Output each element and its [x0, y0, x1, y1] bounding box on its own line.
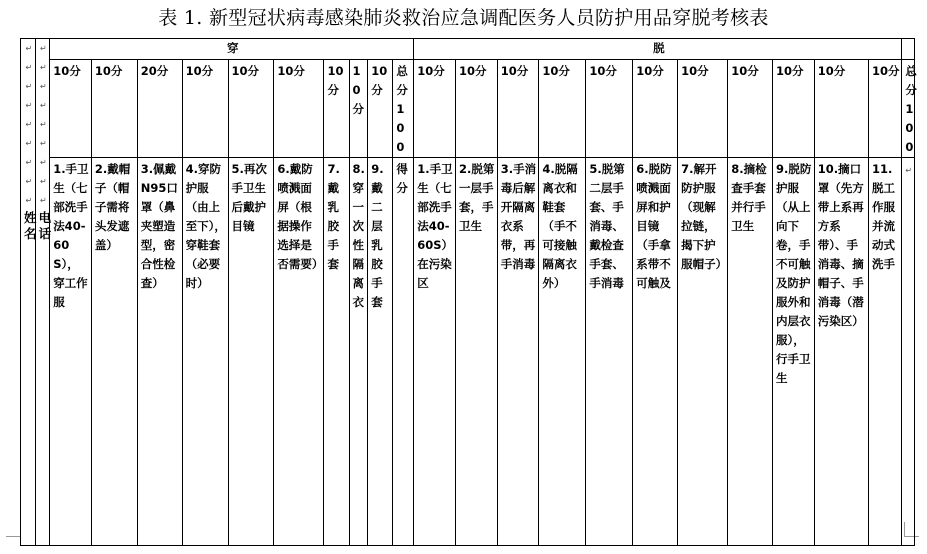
donning-score-6: 10分	[274, 60, 324, 158]
doffing-score-5: 10分	[586, 60, 633, 158]
name-column: ↵ ↵ ↵ ↵ ↵ ↵ ↵ ↵ ↵ 姓名	[21, 39, 36, 546]
donning-score-5: 10分	[228, 60, 274, 158]
doffing-item-5: 5.脱第二层手套、手消毒、戴检查手套、手消毒	[586, 158, 633, 546]
assessment-table	[20, 38, 915, 546]
donning-score-4: 10分	[182, 60, 228, 158]
donning-score-2: 10分	[91, 60, 137, 158]
donning-item-3: 3.佩戴N95口罩（鼻夹塑造型，密合性检查）	[137, 158, 182, 546]
donning-score-3: 20分	[137, 60, 182, 158]
donning-item-9: 9.戴二层乳胶手套	[368, 158, 393, 546]
doffing-item-8: 8.摘检查手套并行手卫生	[728, 158, 773, 546]
name-label: 姓名	[24, 210, 37, 241]
donning-item-2: 2.戴帽子（帽子需将头发遮盖）	[91, 158, 137, 546]
score-row	[21, 60, 915, 158]
empty-cell	[902, 39, 915, 60]
doffing-item-7: 7.解开防护服（现解拉链，揭下护服帽子）	[678, 158, 728, 546]
doffing-total-score: 总分100	[902, 60, 915, 158]
donning-item-1: 1.手卫生（七部洗手法40-60S），穿工作服	[50, 158, 92, 546]
doffing-item-9: 9.脱防护服（从上向下卷，手不可触及防护服外和内层衣服），行手卫生	[773, 158, 815, 546]
doffing-item-2: 2.脱第一层手套，手卫生	[455, 158, 497, 546]
doffing-score-10: 10分	[814, 60, 868, 158]
doffing-score-11: 10分	[869, 60, 902, 158]
donning-item-7: 7.戴乳胶手套	[324, 158, 349, 546]
donning-total-score: 总分100	[393, 60, 414, 158]
donning-score-7: 10分	[324, 60, 349, 158]
doffing-score-3: 10分	[497, 60, 539, 158]
donning-item-4: 4.穿防护服（由上至下），穿鞋套（必要时）	[182, 158, 228, 546]
document-title: 表 1. 新型冠状病毒感染肺炎救治应急调配医务人员防护用品穿脱考核表	[158, 7, 769, 29]
donning-score-9: 10分	[368, 60, 393, 158]
doffing-item-3: 3.手消毒后解开隔离衣系带，再手消毒	[497, 158, 539, 546]
donning-score-1: 10分	[50, 60, 92, 158]
doffing-item-11: 11.脱工作服并流动式洗手	[869, 158, 902, 546]
donning-item-6: 6.戴防喷溅面屏（根据操作选择是否需要）	[274, 158, 324, 546]
group-header-row	[21, 39, 915, 60]
doffing-score-9: 10分	[773, 60, 815, 158]
donning-score-8: 10分	[349, 60, 368, 158]
crop-mark-bottom-left	[6, 522, 21, 537]
doffing-item-6: 6.脱防喷溅面屏和护目镜（手拿系带不可触及	[633, 158, 678, 546]
doffing-score-2: 10分	[455, 60, 497, 158]
doffing-score-6: 10分	[633, 60, 678, 158]
donning-total-item: 得分	[393, 158, 414, 546]
doffing-score-1: 10分	[414, 60, 456, 158]
donning-item-8: 8.穿一次性隔离衣	[349, 158, 368, 546]
doffing-item-10: 10.摘口罩（先方带上系再方系带）、手消毒、摘帽子、手消毒（潜污染区）	[814, 158, 868, 546]
doffing-item-4: 4.脱隔离衣和鞋套（手不可接触隔离衣外）	[539, 158, 586, 546]
doffing-score-7: 10分	[678, 60, 728, 158]
phone-column: ↵ ↵ ↵ ↵ ↵ ↵ ↵ ↵ ↵ 电话	[35, 39, 50, 546]
donning-group-header: 穿	[50, 39, 414, 60]
doffing-score-8: 10分	[728, 60, 773, 158]
phone-label: 电话	[38, 210, 52, 241]
donning-item-5: 5.再次手卫生后戴护目镜	[228, 158, 274, 546]
doffing-group-header: 脱	[414, 39, 902, 60]
item-row	[21, 158, 915, 546]
doffing-total-item: ↵	[902, 158, 915, 546]
doffing-score-4: 10分	[539, 60, 586, 158]
doffing-item-1: 1.手卫生（七部洗手法40-60S）在污染区	[414, 158, 456, 546]
